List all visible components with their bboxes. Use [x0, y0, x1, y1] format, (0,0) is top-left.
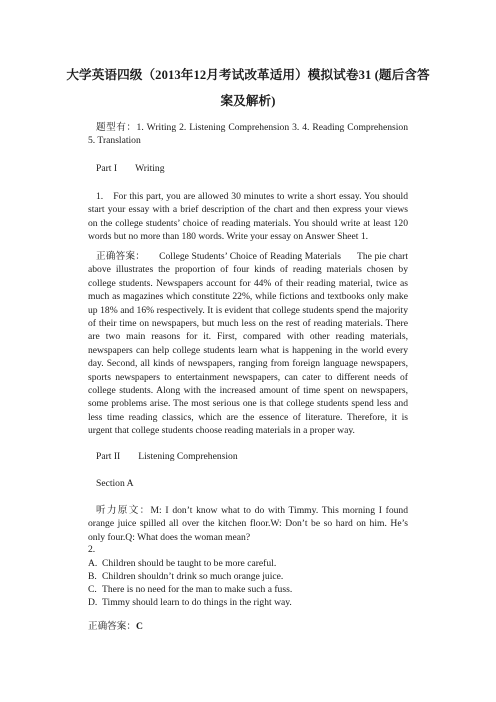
section-heading: Section A — [96, 478, 134, 489]
question-1-text: For this part, you are allowed 30 minutes to write a short essay. You should start your essay with a brief description of the chart and then express your views on the college students’ choice of reading materials. You should write at least 120 words but no more than 180 words. Write your essay on Answer Sheet 1. — [88, 191, 408, 243]
option-c-letter: C. — [88, 584, 97, 595]
option-d — [88, 596, 408, 609]
option-a — [88, 557, 408, 570]
question-1 — [88, 190, 408, 244]
option-c — [88, 583, 408, 596]
option-b — [88, 570, 408, 583]
answer-2 — [88, 620, 408, 633]
question-types: 题型有：1. Writing 2. Listening Comprehension 3. 4. Reading Comprehension 5. Translation — [88, 122, 408, 147]
answer-2-label: 正确答案： — [88, 621, 136, 632]
option-a-text: Children should be taught to be more careful. — [102, 558, 277, 569]
part-1-heading — [88, 162, 408, 175]
part-1-label: Part I — [96, 163, 118, 174]
answer-1-label: 正确答案： — [96, 251, 146, 262]
part-2-heading — [88, 450, 408, 463]
option-a-letter: A. — [88, 558, 98, 569]
listening-script-label: 听力原文： — [96, 505, 151, 516]
option-c-text: There is no need for the man to make such a fuss. — [102, 584, 293, 595]
listening-script-text: M: I don’t know what to do with Timmy. This morning I found orange juice spilled all over the kitchen floor.W: Don’t be so hard on him. He’s only four.Q: What does the woman mean? — [88, 505, 409, 543]
question-2-number: 2. — [88, 544, 96, 555]
answer-2-value: C — [135, 621, 143, 632]
answer-1-essay-text: The pie chart above illustrates the proportion of four kinds of reading materials chosen by college students. Newspapers account for 44% of their reading material, twice as much as magazines which constitute 22%, while fictions and textbooks only make up 18% and 16% respectively. It is evident that college students spend the majority of their time on newspapers, but much less on the rest of reading materials. There are two main reasons for it. First, compared with other reading materials, newspapers can help college students learn what is happening in the world every day. Second, all kinds of newspapers, ranging from foreign language newspapers, sports newspapers to entertainment newspapers, can cater to different needs of college students. Along with the increased amount of time spent on newspapers, some problems arise. The most serious one is that college students spend less and less time reading classics, which are the essence of literature. Therefore, it is urgent that college students choose reading materials in a proper way. — [88, 251, 409, 437]
answer-1-essay-title: College Students’ Choice of Reading Materials — [159, 251, 341, 262]
answer-1 — [88, 250, 408, 438]
part-1-name: Writing — [135, 163, 165, 174]
part-2-label: Part II — [96, 451, 121, 462]
part-2-name: Listening Comprehension — [138, 451, 238, 462]
title-line-1: 大学英语四级（2013年12月考试改革适用）模拟试卷31 (题后含答 — [66, 68, 430, 82]
listening-script — [88, 504, 408, 544]
option-d-text: Timmy should learn to do things in the right way. — [102, 597, 292, 608]
question-1-number: 1. — [96, 191, 104, 202]
title-line-2: 案及解析) — [220, 94, 276, 108]
option-d-letter: D. — [88, 597, 98, 608]
option-b-text: Children shouldn’t drink so much orange juice. — [102, 571, 284, 582]
option-b-letter: B. — [88, 571, 97, 582]
document-title — [56, 62, 440, 114]
